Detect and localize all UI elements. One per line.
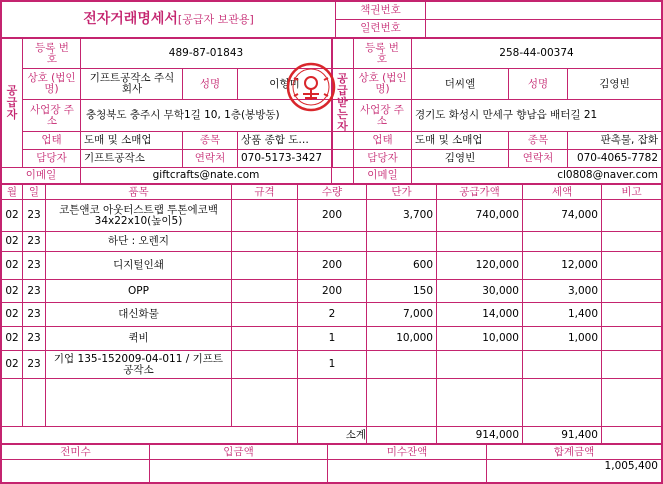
supplier-side-label xyxy=(2,39,22,167)
receiver-item: 판촉물, 잡화 xyxy=(600,134,658,146)
grand-total-label: 합계금액 xyxy=(553,445,595,458)
receiver-email-label: 이메일 xyxy=(367,169,398,181)
receiver-manager-label: 담당자 xyxy=(367,152,398,164)
table-cell-day: 23 xyxy=(27,308,41,320)
table-cell-month: 02 xyxy=(5,209,19,221)
table-cell-product: 기업 135-152009-04-011 / 기프트공작소 xyxy=(53,352,224,376)
table-cell-tax: 1,000 xyxy=(567,332,598,344)
col-header-day: 일 xyxy=(28,185,40,198)
receiver-business-type-label: 업태 xyxy=(372,134,393,146)
document-title: 전자거래명세서 xyxy=(83,11,178,27)
supplier-reg-no: 489-87-01843 xyxy=(168,47,244,59)
receiver-side-char: 자 xyxy=(337,120,348,133)
receiver-company: 더씨엘 xyxy=(444,77,476,90)
receiver-item-label: 종목 xyxy=(527,134,549,146)
col-header-product: 품목 xyxy=(128,185,149,198)
table-cell-note xyxy=(602,200,661,231)
serial-number-value xyxy=(426,20,661,37)
table-cell-product: 하단 : 오렌지 xyxy=(108,235,169,247)
table-cell-product: 코튼앤코 아웃터스트랩 투톤에코백 34x22x10(높이5) xyxy=(59,203,218,227)
table-cell-month: 02 xyxy=(5,358,19,370)
table-cell-month: 02 xyxy=(5,284,19,297)
receiver-reg-no: 258-44-00374 xyxy=(499,47,574,59)
table-cell-tax xyxy=(523,351,601,378)
table-cell-tax: 74,000 xyxy=(561,209,598,221)
supplier-manager-label: 담당자 xyxy=(36,152,67,164)
receiver-side-label xyxy=(332,39,353,167)
supplier-email: giftcrafts@nate.com xyxy=(152,169,260,181)
receiver-address-label: 사업장 주소 xyxy=(360,103,404,127)
receiver-address: 경기도 화성시 만세구 향남읍 배터길 21 xyxy=(415,109,598,121)
supplier-business-type-label: 업태 xyxy=(41,134,62,146)
table-cell-month: 02 xyxy=(5,259,19,271)
book-number-value xyxy=(426,1,661,19)
receiver-manager: 김영빈 xyxy=(444,152,476,164)
document-title-area xyxy=(2,2,335,37)
table-cell-month: 02 xyxy=(5,332,19,344)
table-cell-unit-price: 150 xyxy=(412,284,433,297)
receiver-side-char: 는 xyxy=(337,108,348,121)
table-cell-supply-amount: 740,000 xyxy=(475,209,519,221)
table-cell-spec xyxy=(232,200,297,231)
table-cell-tax: 1,400 xyxy=(567,308,598,320)
table-cell-unit-price: 10,000 xyxy=(396,332,433,344)
book-number-label: 책권번호 xyxy=(360,3,401,16)
table-cell-unit-price: 600 xyxy=(412,259,433,271)
supplier-item: 상품 종합 도… xyxy=(241,134,309,146)
prev-balance-value xyxy=(2,460,149,482)
table-cell-unit-price: 3,700 xyxy=(402,209,433,221)
deposit-label: 입금액 xyxy=(223,445,254,458)
table-cell-day: 23 xyxy=(27,358,41,370)
table-cell-supply-amount: 14,000 xyxy=(482,308,519,320)
col-header-tax: 세액 xyxy=(551,185,573,198)
col-header-spec: 규격 xyxy=(254,185,275,198)
supplier-name: 이형미 xyxy=(269,77,300,90)
table-cell-supply-amount xyxy=(437,232,522,251)
col-header-qty: 수량 xyxy=(321,185,343,198)
supplier-name-label: 성명 xyxy=(199,77,221,90)
receiver-name: 김영빈 xyxy=(599,77,630,90)
table-cell-day: 23 xyxy=(27,284,41,297)
receiver-side-char: 급 xyxy=(337,84,348,97)
receiver-side-char: 받 xyxy=(337,96,348,109)
table-cell-unit-price: 7,000 xyxy=(402,308,433,320)
supplier-address: 충청북도 충주시 무학1길 10, 1층(봉방동) xyxy=(86,109,280,121)
table-cell-product: 퀵비 xyxy=(128,332,149,344)
supplier-side-char: 자 xyxy=(6,108,18,121)
supplier-item-label: 종목 xyxy=(199,134,221,146)
supplier-contact-label: 연락처 xyxy=(194,152,226,164)
table-cell-qty: 1 xyxy=(328,332,336,344)
document-title-note: [공급자 보관용] xyxy=(177,13,254,26)
table-cell-product: 대신화물 xyxy=(118,308,159,320)
supplier-business-type: 도매 및 소매업 xyxy=(84,134,152,146)
col-header-supply-amount: 공급가액 xyxy=(459,185,500,198)
grand-total-value: 1,005,400 xyxy=(604,460,658,472)
unpaid-balance-label: 미수잔액 xyxy=(386,445,428,458)
supplier-reg-no-label: 등록 번호 xyxy=(35,41,69,65)
receiver-email: cl0808@naver.com xyxy=(557,169,658,181)
company-seal-icon xyxy=(286,62,336,112)
table-cell-supply-amount: 30,000 xyxy=(482,284,519,297)
receiver-contact: 070-4065-7782 xyxy=(576,152,658,164)
table-cell-unit-price xyxy=(367,351,436,378)
prev-balance-label: 전미수 xyxy=(60,445,91,458)
table-cell-supply-amount: 10,000 xyxy=(482,332,519,344)
subtotal-tax: 91,400 xyxy=(561,428,598,441)
table-cell-tax xyxy=(523,232,601,251)
supplier-side-char: 공 xyxy=(6,84,18,97)
supplier-email-label: 이메일 xyxy=(25,169,57,181)
table-cell-month: 02 xyxy=(5,235,19,247)
receiver-business-type: 도매 및 소매업 xyxy=(415,134,483,146)
supplier-contact: 070-5173-3427 xyxy=(241,152,323,164)
table-cell-day: 23 xyxy=(27,332,41,344)
supplier-company-label: 상호 (법인명) xyxy=(27,72,76,95)
supplier-side-char: 급 xyxy=(6,96,18,109)
col-header-note: 비고 xyxy=(621,185,642,198)
table-cell-day: 23 xyxy=(27,259,41,271)
receiver-name-label: 성명 xyxy=(527,77,549,90)
table-cell-month: 02 xyxy=(5,308,19,320)
table-cell-day: 23 xyxy=(27,235,41,247)
serial-number-label: 일련번호 xyxy=(360,22,401,34)
subtotal-supply-amount: 914,000 xyxy=(475,428,519,441)
table-cell-day: 23 xyxy=(27,209,41,221)
table-cell-product: OPP xyxy=(128,284,149,297)
unpaid-balance-value xyxy=(328,460,486,482)
table-cell-supply-amount xyxy=(437,351,522,378)
table-cell-supply-amount: 120,000 xyxy=(475,259,519,271)
table-cell-qty: 2 xyxy=(328,308,336,320)
supplier-address-label: 사업장 주소 xyxy=(30,103,74,127)
receiver-side-char: 공 xyxy=(337,72,348,85)
col-header-month: 월 xyxy=(6,185,18,198)
table-cell-product: 디지털인쇄 xyxy=(113,259,164,271)
supplier-manager: 기프트공작소 xyxy=(84,152,145,164)
subtotal-label: 소계 xyxy=(345,428,366,441)
table-cell-qty: 1 xyxy=(328,358,336,370)
table-cell-qty: 200 xyxy=(321,259,343,271)
receiver-company-label: 상호 (법인명) xyxy=(358,72,407,95)
table-cell-qty xyxy=(298,232,366,251)
table-cell-tax: 3,000 xyxy=(567,284,598,297)
supplier-company: 기프트공작소 주식회사 xyxy=(89,72,175,95)
table-cell-qty: 200 xyxy=(321,284,343,297)
deposit-value xyxy=(150,460,327,482)
table-cell-tax: 12,000 xyxy=(561,259,598,271)
col-header-unit-price: 단가 xyxy=(391,185,412,198)
receiver-reg-no-label: 등록 번호 xyxy=(365,41,399,65)
receiver-contact-label: 연락처 xyxy=(522,152,554,164)
table-cell-qty: 200 xyxy=(321,209,343,221)
table-cell-unit-price xyxy=(367,232,436,251)
